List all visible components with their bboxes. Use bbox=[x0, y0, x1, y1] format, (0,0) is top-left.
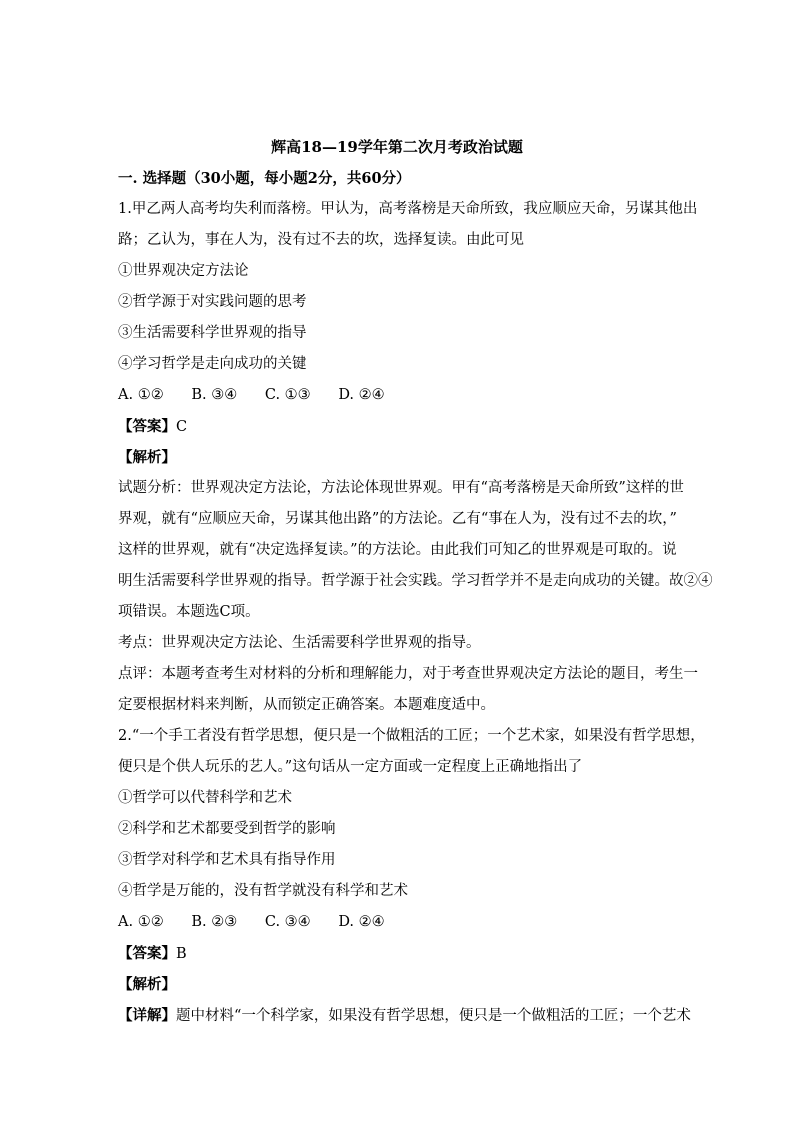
analysis-label: 【解析】 bbox=[118, 976, 176, 993]
analysis-line: 明生活需要科学世界观的指导。哲学源于社会实践。学习哲学并不是走向成功的关键。故②④ bbox=[118, 573, 713, 589]
question-2 bbox=[118, 721, 705, 1031]
statement-item: ③生活需要科学世界观的指导 bbox=[118, 325, 307, 341]
answer-line bbox=[118, 938, 680, 969]
statement-item: ③哲学对科学和艺术具有指导作用 bbox=[118, 852, 336, 868]
analysis-label: 【解析】 bbox=[118, 449, 176, 466]
analysis-line: 考点：世界观决定方法论、生活需要科学世界观的指导。 bbox=[118, 635, 481, 651]
document-body bbox=[118, 163, 713, 1031]
statement-item: ②科学和艺术都要受到哲学的影响 bbox=[118, 821, 336, 837]
page-title: 辉高18—19学年第二次月考政治试题 bbox=[271, 138, 523, 156]
analysis-line: 点评：本题考查考生对材料的分析和理解能力，对于考查世界观决定方法论的题目，考生一 bbox=[118, 666, 698, 682]
question-stem-line: 便只是个供人玩乐的艺人。”这句话从一定方面或一定程度上正确地指出了 bbox=[118, 759, 583, 775]
statement-item: ①世界观决定方法论 bbox=[118, 263, 249, 279]
detail-line bbox=[118, 1000, 691, 1031]
answer-label: 【答案】 bbox=[118, 945, 176, 962]
detail-text: 题中材料“一个科学家，如果没有哲学思想，便只是一个做粗活的工匠；一个艺术 bbox=[176, 1008, 691, 1024]
answer-options: A. ①② B. ③④ C. ①③ D. ②④ bbox=[118, 387, 385, 403]
analysis-line: 定要根据材料来判断，从而锁定正确答案。本题难度适中。 bbox=[118, 697, 495, 713]
analysis-line: 试题分析：世界观决定方法论，方法论体现世界观。甲有“高考落榜是天命所致”这样的世 bbox=[118, 480, 684, 496]
answer-line bbox=[118, 411, 680, 442]
statement-item: ②哲学源于对实践问题的思考 bbox=[118, 294, 307, 310]
statement-item: ④哲学是万能的，没有哲学就没有科学和艺术 bbox=[118, 883, 408, 899]
answer-value: C bbox=[176, 419, 188, 435]
answer-label: 【答案】 bbox=[118, 418, 176, 435]
detail-label: 【详解】 bbox=[118, 1007, 176, 1024]
question-stem-line: 2.“一个手工者没有哲学思想，便只是一个做粗活的工匠；一个艺术家，如果没有哲学思想， bbox=[118, 728, 705, 744]
analysis-line: 这样的世界观，就有“决定选择复读。”的方法论。由此我们可知乙的世界观是可取的。说 bbox=[118, 542, 677, 558]
question-1 bbox=[118, 194, 713, 721]
analysis-line: 项错误。本题选C项。 bbox=[118, 604, 260, 620]
answer-value: B bbox=[176, 946, 187, 962]
statement-item: ①哲学可以代替科学和艺术 bbox=[118, 790, 292, 806]
question-stem-line: 路；乙认为，事在人为，没有过不去的坎，选择复读。由此可见 bbox=[118, 232, 524, 248]
question-stem-line: 1.甲乙两人高考均失利而落榜。甲认为，高考落榜是天命所致，我应顺应天命，另谋其他出 bbox=[118, 201, 698, 217]
section-heading: 一. 选择题（30小题，每小题2分，共60分） bbox=[118, 170, 411, 187]
analysis-line: 界观，就有“应顺应天命，另谋其他出路”的方法论。乙有“事在人为，没有过不去的坎，” bbox=[118, 511, 677, 527]
statement-item: ④学习哲学是走向成功的关键 bbox=[118, 356, 307, 372]
answer-options: A. ①② B. ②③ C. ③④ D. ②④ bbox=[118, 914, 385, 930]
